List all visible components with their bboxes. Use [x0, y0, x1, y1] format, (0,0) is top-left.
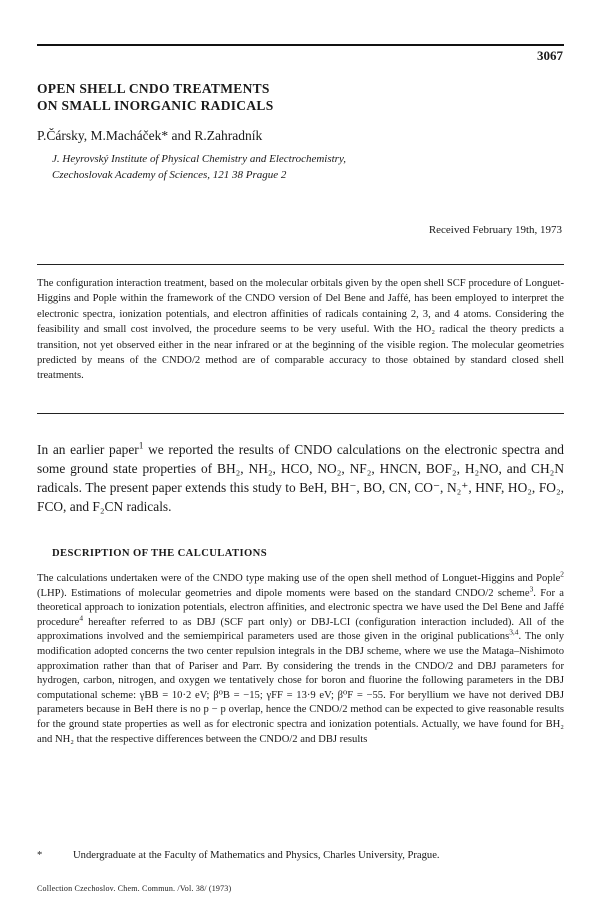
intro-text: In an earlier paper [37, 442, 139, 457]
article-title [37, 80, 557, 114]
affiliation-line-1: J. Heyrovský Institute of Physical Chemistry and Electrochemistry, [52, 153, 346, 165]
intro-paragraph [37, 440, 564, 516]
title-line-1: OPEN SHELL CNDO TREATMENTS [37, 81, 270, 96]
section-heading: DESCRIPTION OF THE CALCULATIONS [52, 548, 267, 559]
received-date: Received February 19th, 1973 [428, 224, 562, 236]
body-text: hereafter referred to as DBJ (SCF part only) or DBJ-LCI (configuration interaction included). All of the approximations involved and the semiempirical parameters used are those given in the original publications [37, 616, 564, 643]
citation: 1 [138, 441, 144, 452]
author-separator: , [83, 128, 91, 143]
header-rule [37, 44, 564, 46]
author-1: P.Čársky [37, 128, 84, 143]
intro-text: we reported the results of CNDO calculations on the electronic spectra and some ground state properties of BH₂, NH₂, HCO, NO₂, NF₂, HNCN, BOF₂, H₂NO, and CH₂N radicals. The present paper extends this study to BeH, BH⁻, BO, CN, CO⁻, N₂⁺, HNF, HO₂, FO₂, FCO, and F₂CN radicals. [37, 442, 564, 514]
body-paragraph [37, 569, 564, 747]
author-2: M.Macháček [90, 128, 162, 143]
citation: 2 [560, 569, 564, 579]
body-text: (LHP). Estimations of molecular geometries and dipole moments were based on the standard CNDO/2 scheme [37, 587, 530, 599]
footnote-mark: * [161, 128, 169, 143]
abstract: The configuration interaction treatment, based on the molecular orbitals given by the open shell SCF procedure of Longuet-Higgins and Pople within the framework of the CNDO version of Del Bene and Jaffé, has been employed to interpret the electronic spectra, ionization potentials, and electron affinities of radicals containing 2, 3, and 4 atoms. Considering the feasibility and small cost involved, the procedure seems to be very useful. With the HO₂ radical the theory predicts a transition, not yet observed either in the near infrared or at the beginning of the visible region. The molecular geometries predicted by means of the CNDO/2 method are of comparable accuracy to those obtained by standard closed shell treatments. [37, 278, 564, 382]
affiliation-line-2: Czechoslovak Academy of Sciences, 121 38 Prague 2 [52, 169, 287, 181]
page-number: 3067 [537, 48, 563, 63]
author-3: R.Zahradník [194, 128, 263, 143]
body-text: . The only modification adopted concerns the two center repulsion integrals in the DBJ scheme, where we use the Mataga–Nishimoto approximation rather than that of Pariser and Parr. By considering the trends in the CNDO/2 and DBJ parameters for hydrogen, carbon, nitrogen, and oxygen we tentatively chose for boron and fluorine the following parameters in the DBJ computational scheme: γBB = 10·2 eV; β⁰B = −15; γFF = 13·9 eV; β⁰F = −55. For beryllium we have not derived DBJ parameters because in BeH there is no p − p overlap, hence the CNDO/2 method can be expected to give reasonable results for the ground state properties as well as for electronic spectra and ionization potentials. Actually, we have found for BH₂ and NH₂ that the respective differences between the CNDO/2 and DBJ results [37, 631, 564, 745]
body-text: . For a theoretical approach to ionization potentials, electron affinities, and electronic spectra we have used the Del Bene and Jaffé procedure [37, 587, 564, 628]
journal-citation: Collection Czechoslov. Chem. Commun. /Vol. 38/ (1973) [37, 884, 232, 893]
abstract-bottom-rule [37, 413, 564, 414]
footnote [37, 850, 564, 861]
author-list [37, 128, 262, 144]
citation: 3 [529, 584, 534, 594]
footnote-marker: * [37, 850, 43, 861]
citation: 3,4 [509, 627, 519, 637]
affiliation [52, 151, 346, 183]
footnote-text: Undergraduate at the Faculty of Mathematics and Physics, Charles University, Prague. [73, 850, 440, 861]
body-text: The calculations undertaken were of the CNDO type making use of the open shell method of Longuet-Higgins and Pople [37, 573, 561, 584]
title-line-2: ON SMALL INORGANIC RADICALS [37, 98, 274, 113]
author-separator: and [168, 128, 195, 143]
citation: 4 [79, 613, 84, 623]
abstract-top-rule [37, 264, 564, 265]
